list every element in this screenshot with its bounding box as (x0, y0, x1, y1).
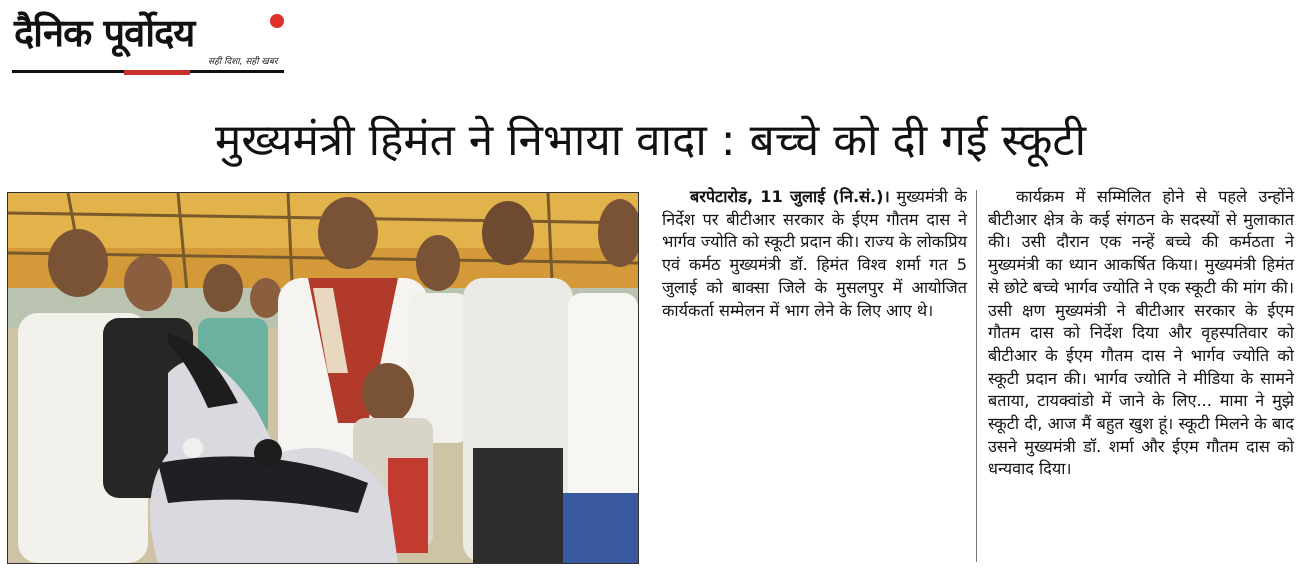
news-photo-illustration (8, 193, 638, 563)
column-divider (976, 190, 977, 562)
article-paragraph-2: कार्यक्रम में सम्मिलित होने से पहले उन्होंने बीटीआर क्षेत्र के कई संगठन के सदस्यों से मुलाकात की। उसी दौरान एक नन्हें बच्चे की कर्मठता ने मुख्यमंत्री का ध्यान आकर्षित किया। मुख्यमंत्री हिमंत से छोटे बच्चे भार्गव ज्योति ने एक स्कूटी की मांग की। उसी क्षण मुख्यमंत्री ने बीटीआर सरकार के ईएम गौतम दास को निर्देश दिया और वृहस्पतिवार को बीटीआर के ईएम गौतम दास ने भार्गव ज्योति को स्कूटी प्रदान की। भार्गव ज्योति ने मीडिया के सामने बताया, टायक्वांडो में जाने के लिए... मामा ने मुझे स्कूटी दी, आज मैं बहुत खुश हूं। स्कूटी मिलने के बाद उसने मुख्यमंत्री डॉ. शर्मा और ईएम गौतम दास को धन्यवाद दिया। (988, 187, 1294, 479)
article-column-2 (988, 186, 1294, 481)
masthead (12, 4, 284, 74)
newspaper-tagline: सही दिशा, सही खबर (208, 57, 278, 67)
masthead-red-bar (124, 70, 190, 75)
article-dateline: बरपेटारोड, 11 जुलाई (नि.सं.)। (690, 187, 890, 206)
newspaper-logo-title: दैनिक पूर्वोदय (14, 11, 195, 55)
logo-red-dot (270, 14, 284, 28)
article-column-1 (662, 186, 967, 322)
article-headline: मुख्यमंत्री हिमंत ने निभाया वादा : बच्चे को दी गई स्कूटी (215, 115, 1086, 166)
article-paragraph-1: मुख्यमंत्री के निर्देश पर बीटीआर सरकार के ईएम गौतम दास ने भार्गव ज्योति को स्कूटी प्रदान की। राज्य के लोकप्रिय एवं कर्मठ मुख्यमंत्री डॉ. हिमंत विश्व शर्मा गत 5 जुलाई को बाक्सा जिले के मुसलपुर में आयोजित कार्यकर्ता सम्मेलन में भाग लेने के लिए आए थे। (662, 187, 967, 320)
news-photo (7, 192, 639, 564)
